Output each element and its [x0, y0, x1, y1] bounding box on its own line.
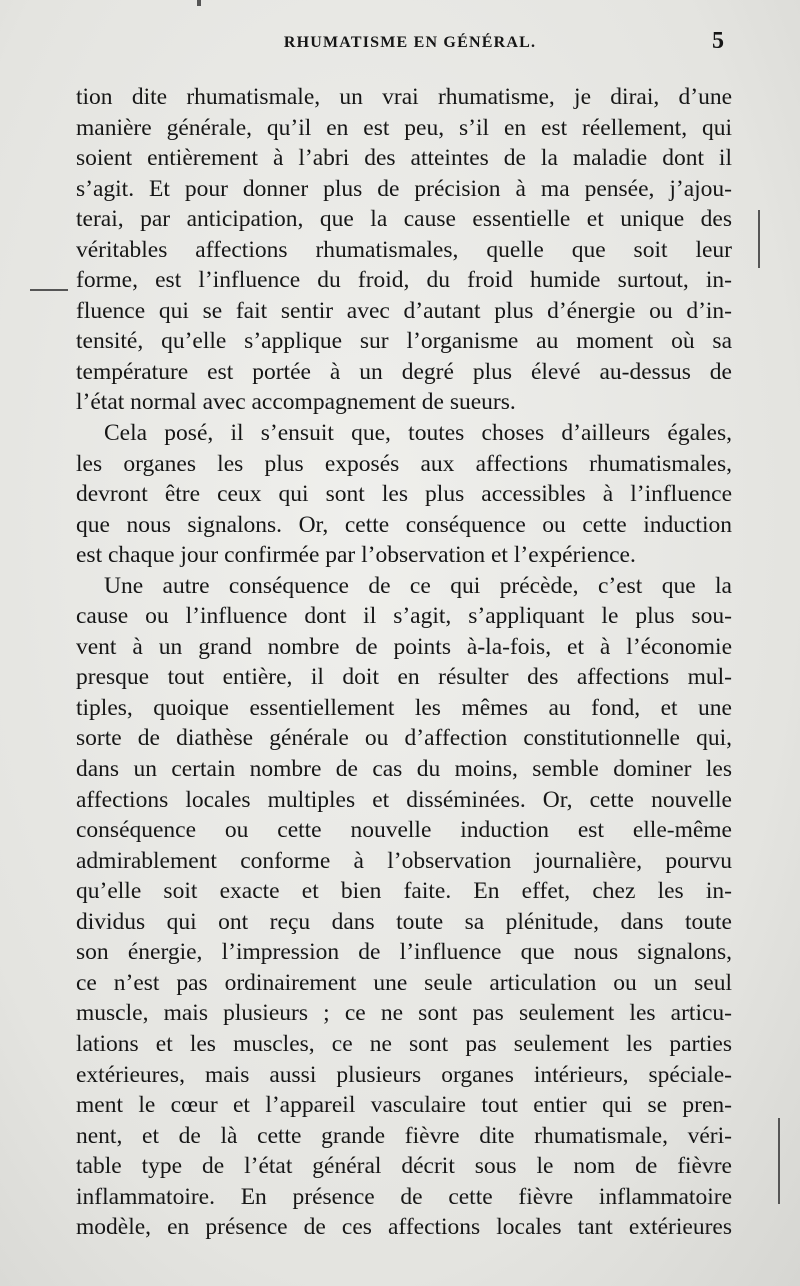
text-line: tion dite rhumatismale, un vrai rhumatisme, je dirai, d’une	[76, 84, 732, 110]
text-line: inflammatoire. En présence de cette fièvre inflammatoire	[76, 1183, 732, 1210]
text-line: qu’elle soit exacte et bien faite. En effet, chez les in-	[76, 878, 732, 905]
margin-mark	[758, 210, 760, 268]
text-line: nent, et de là cette grande fièvre dite rhumatismale, véri-	[76, 1122, 732, 1149]
text-line: Une autre conséquence de ce qui précède, c’est que la	[104, 572, 732, 599]
text-line: table type de l’état général décrit sous le nom de fièvre	[76, 1153, 732, 1180]
text-line: que nous signalons. Or, cette conséquence ou cette induction	[76, 511, 732, 538]
page-number: 5	[712, 28, 724, 54]
margin-mark	[778, 1118, 780, 1204]
text-line: les organes les plus exposés aux affections rhumatismales,	[76, 450, 732, 477]
text-line: devront être ceux qui sont les plus accessibles à l’influence	[76, 481, 732, 508]
text-line: lations et les muscles, ce ne sont pas seulement les parties	[76, 1030, 732, 1057]
text-line: ce n’est pas ordinairement une seule articulation ou un seul	[76, 969, 732, 996]
margin-mark	[197, 0, 201, 6]
text-line: tiples, quoique essentiellement les mêmes au fond, et une	[76, 694, 732, 721]
running-title: RHUMATISME EN GÉNÉRAL.	[283, 34, 537, 51]
text-line: affections locales multiples et disséminées. Or, cette nouvelle	[76, 786, 732, 813]
text-line: extérieures, mais aussi plusieurs organes intérieurs, spéciale-	[76, 1061, 732, 1088]
text-line: admirablement conforme à l’observation journalière, pourvu	[76, 847, 732, 874]
text-line: Cela posé, il s’ensuit que, toutes choses d’ailleurs égales,	[104, 420, 732, 447]
text-line: manière générale, qu’il en est peu, s’il en est réellement, qui	[76, 114, 732, 141]
text-line: fluence qui se fait sentir avec d’autant plus d’énergie ou d’in-	[76, 297, 732, 324]
text-line: l’état normal avec accompagnement de sueurs.	[76, 389, 516, 416]
text-line: température est portée à un degré plus élevé au-dessus de	[76, 358, 732, 385]
page-header	[76, 28, 724, 60]
text-line: presque tout entière, il doit en résulter des affections mul-	[76, 664, 732, 691]
margin-mark	[30, 289, 68, 291]
text-line: est chaque jour confirmée par l’observation et l’expérience.	[76, 542, 636, 569]
text-line: terai, par anticipation, que la cause essentielle et unique des	[76, 206, 732, 233]
text-line: dans un certain nombre de cas du moins, semble dominer les	[76, 756, 732, 783]
text-line: cause ou l’influence dont il s’agit, s’appliquant le plus sou-	[76, 603, 732, 630]
text-line: véritables affections rhumatismales, quelle que soit leur	[76, 236, 732, 263]
text-line: son énergie, l’impression de l’influence que nous signalons,	[76, 939, 732, 966]
text-line: s’agit. Et pour donner plus de précision à ma pensée, j’ajou-	[76, 175, 732, 202]
text-line: dividus qui ont reçu dans toute sa plénitude, dans toute	[76, 908, 732, 935]
text-line: muscle, mais plusieurs ; ce ne sont pas seulement les articu-	[76, 1000, 732, 1027]
text-line: vent à un grand nombre de points à-la-fois, et à l’économie	[76, 633, 732, 660]
text-line: ment le cœur et l’appareil vasculaire tout entier qui se pren-	[76, 1092, 732, 1119]
text-line: modèle, en présence de ces affections locales tant extérieures	[76, 1214, 732, 1241]
text-line: tensité, qu’elle s’applique sur l’organisme au moment où sa	[76, 328, 732, 355]
text-line: forme, est l’influence du froid, du froid humide surtout, in-	[76, 267, 732, 294]
text-line: conséquence ou cette nouvelle induction est elle-même	[76, 817, 732, 844]
text-line: soient entièrement à l’abri des atteintes de la maladie dont il	[76, 145, 732, 172]
body-text	[76, 82, 732, 1243]
text-line: sorte de diathèse générale ou d’affection constitutionnelle qui,	[76, 725, 732, 752]
